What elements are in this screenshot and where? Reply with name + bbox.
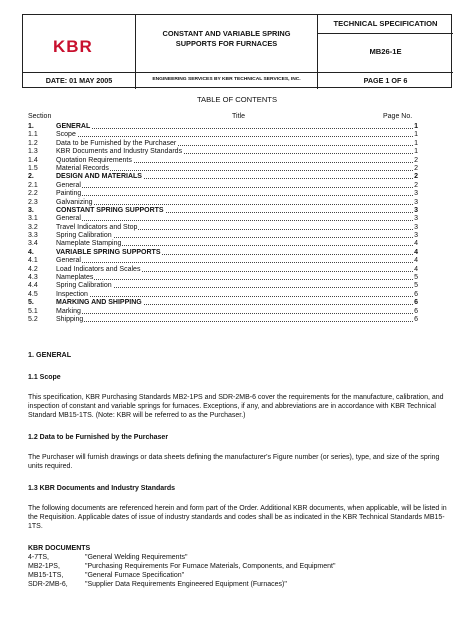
subsection-heading: 1.1 Scope	[28, 374, 61, 381]
toc-leader-dots	[56, 187, 413, 188]
toc-section-number: 4.4	[28, 282, 38, 290]
toc-page-number: 3	[414, 198, 418, 206]
toc-section-number: 1.1	[28, 131, 38, 139]
document-code-ref: MB15-1TS,	[28, 572, 64, 579]
document-title-line: CONSTANT AND VARIABLE SPRING	[162, 29, 291, 38]
toc-section-number: 5.1	[28, 307, 38, 315]
toc-section-number: 3.4	[28, 240, 38, 248]
toc-row	[28, 215, 418, 223]
toc-section-number: 4.5	[28, 290, 38, 298]
toc-leader-dots	[56, 279, 413, 280]
toc-row	[28, 199, 418, 207]
paragraph: The Purchaser will furnish drawings or data sheets defining the manufacturer's Figure number (or series), type, and size of the spring units required.	[28, 454, 440, 470]
toc-entry-title: Painting	[56, 190, 82, 198]
toc-col-page: Page No.	[383, 113, 413, 120]
document-description: "Purchasing Requirements For Furnace Materials, Components, and Equipment"	[85, 563, 336, 570]
paragraph: The following documents are referenced herein and form part of the Order. Additional KBR documents, when applicable, will be listed in the Requisition. Applicable dates of issue of industry standards and codes shall be as indicated in the KBR Technical Standards MB15-1TS.	[28, 505, 447, 530]
toc-row	[28, 308, 418, 316]
toc-entry-title: General	[56, 181, 81, 189]
document-title	[136, 29, 317, 49]
toc-row	[28, 131, 418, 139]
toc-row	[28, 207, 418, 215]
toc-section-number: 2.	[28, 173, 34, 181]
toc-row	[28, 232, 418, 240]
toc-page-number: 4	[414, 248, 418, 256]
toc-entry-title: General	[56, 215, 81, 223]
toc-section-number: 2.3	[28, 198, 38, 206]
toc-entry-title: Travel Indicators and Stop	[56, 223, 138, 231]
header-divider	[317, 33, 453, 34]
toc-row	[28, 224, 418, 232]
toc-section-number: 1.4	[28, 156, 38, 164]
toc-row	[28, 316, 418, 324]
toc-section-number: 1.5	[28, 164, 38, 172]
document-code-ref: MB2-1PS,	[28, 563, 60, 570]
toc-section-number: 4.1	[28, 257, 38, 265]
toc-section-number: 4.	[28, 248, 34, 256]
toc-page-number: 4	[414, 265, 418, 273]
toc-entry-title: DESIGN AND MATERIALS	[56, 173, 142, 181]
toc-leader-dots	[56, 136, 413, 137]
subsection-heading: 1.2 Data to be Furnished by the Purchaser	[28, 434, 169, 441]
toc-title: TABLE OF CONTENTS	[196, 95, 278, 104]
toc-row	[28, 140, 418, 148]
toc-entry-title: Nameplates	[56, 274, 94, 282]
toc-section-number: 4.3	[28, 274, 38, 282]
page-number: PAGE 1 OF 6	[363, 76, 408, 85]
toc-row	[28, 123, 418, 131]
toc-row	[28, 173, 418, 181]
toc-page-number: 1	[414, 148, 418, 156]
section-heading: 1. GENERAL	[28, 350, 72, 359]
toc-leader-dots	[56, 313, 413, 314]
toc-page-number: 6	[414, 315, 418, 323]
toc-section-number: 3.2	[28, 223, 38, 231]
toc-col-title: Title	[232, 113, 245, 120]
toc-page-number: 4	[414, 240, 418, 248]
toc-row	[28, 249, 418, 257]
document-description: "General Furnace Specification"	[85, 572, 185, 579]
toc-section-number: 2.2	[28, 190, 38, 198]
toc-row	[28, 274, 418, 282]
toc-entry-title: Nameplate Stamping	[56, 240, 122, 248]
toc-page-number: 3	[414, 206, 418, 214]
toc-entry-title: VARIABLE SPRING SUPPORTS	[56, 248, 161, 256]
document-date: DATE: 01 MAY 2005	[45, 76, 113, 85]
document-description: "Supplier Data Requirements Engineered Equipment (Furnaces)"	[85, 581, 287, 588]
engineering-services: ENGINEERING SERVICES BY KBR TECHNICAL SERVICES, INC.	[152, 77, 301, 82]
toc-entry-title: Inspection	[56, 290, 88, 298]
toc-row	[28, 257, 418, 265]
toc-section-number: 3.1	[28, 215, 38, 223]
toc-entry-title: Spring Calibration	[56, 232, 112, 240]
document-header	[22, 14, 452, 88]
toc-row	[28, 190, 418, 198]
toc-leader-dots	[56, 262, 413, 263]
toc-row	[28, 165, 418, 173]
toc-section-number: 4.2	[28, 265, 38, 273]
toc-leader-dots	[56, 195, 413, 196]
toc-leader-dots	[56, 128, 413, 129]
toc-row	[28, 299, 418, 307]
toc-entry-title: Shipping	[56, 315, 84, 323]
toc-page-number: 1	[414, 139, 418, 147]
toc-leader-dots	[56, 321, 413, 322]
toc-row	[28, 182, 418, 190]
toc-entry-title: Scope	[56, 131, 76, 139]
document-title-line: SUPPORTS FOR FURNACES	[175, 39, 278, 48]
toc-page-number: 3	[414, 232, 418, 240]
toc-section-number: 5.2	[28, 315, 38, 323]
document-code-ref: SDR-2MB-6,	[28, 581, 68, 588]
toc-row	[28, 240, 418, 248]
table-of-contents	[28, 123, 418, 324]
toc-page-number: 6	[414, 299, 418, 307]
toc-page-number: 2	[414, 181, 418, 189]
toc-page-number: 3	[414, 190, 418, 198]
toc-entry-title: General	[56, 257, 81, 265]
toc-page-number: 3	[414, 223, 418, 231]
toc-page-number: 2	[414, 164, 418, 172]
toc-row	[28, 148, 418, 156]
toc-section-number: 1.2	[28, 139, 38, 147]
toc-section-number: 1.3	[28, 148, 38, 156]
document-code-ref: 4-7TS,	[28, 554, 50, 561]
toc-leader-dots	[56, 296, 413, 297]
toc-row	[28, 291, 418, 299]
toc-entry-title: Marking	[56, 307, 81, 315]
header-divider	[23, 72, 453, 73]
toc-leader-dots	[56, 220, 413, 221]
toc-entry-title: KBR Documents and Industry Standards	[56, 148, 183, 156]
toc-section-number: 1.	[28, 123, 34, 130]
document-reference	[28, 580, 448, 589]
toc-row	[28, 266, 418, 274]
toc-page-number: 1	[414, 131, 418, 139]
toc-section-number: 2.1	[28, 181, 38, 189]
document-body	[28, 350, 448, 589]
document-description: "General Welding Requirements"	[85, 554, 188, 561]
toc-col-section: Section	[28, 113, 52, 120]
toc-entry-title: Quotation Requirements	[56, 156, 132, 164]
documents-heading: KBR DOCUMENTS	[28, 545, 91, 552]
toc-page-number: 3	[414, 215, 418, 223]
toc-page-number: 5	[414, 274, 418, 282]
document-reference	[28, 562, 448, 571]
paragraph: This specification, KBR Purchasing Standards MB2-1PS and SDR-2MB-6 cover the requirements for the manufacture, calibration, and inspection of constant and variable springs for furnaces. Exceptions, if any, and abbreviations are in accordance with KBR Technical Standard MB15-1TS. (Note: KBR will be referred to as the Purchaser.)	[28, 394, 444, 419]
document-reference	[28, 553, 448, 562]
document-code: MB26-1E	[369, 47, 402, 56]
toc-entry-title: Data to be Furnished by the Purchaser	[56, 139, 177, 147]
toc-page-number: 6	[414, 307, 418, 315]
toc-section-number: 3.	[28, 206, 34, 214]
toc-page-number: 5	[414, 282, 418, 290]
toc-leader-dots	[56, 204, 413, 205]
toc-page-number: 2	[414, 156, 418, 164]
toc-page-number: 6	[414, 290, 418, 298]
toc-row	[28, 157, 418, 165]
kbr-logo: KBR	[53, 37, 93, 56]
documents-list	[28, 553, 448, 589]
toc-entry-title: Load Indicators and Scales	[56, 265, 141, 273]
toc-entry-title: MARKING AND SHIPPING	[56, 299, 142, 307]
spec-label: TECHNICAL SPECIFICATION	[333, 19, 438, 28]
toc-entry-title: Galvanizing	[56, 198, 93, 206]
toc-entry-title: GENERAL	[56, 123, 91, 130]
toc-entry-title: CONSTANT SPRING SUPPORTS	[56, 206, 164, 214]
toc-page-number: 2	[414, 173, 418, 181]
toc-entry-title: Spring Calibration	[56, 282, 112, 290]
toc-section-number: 3.3	[28, 232, 38, 240]
toc-row	[28, 282, 418, 290]
toc-page-number: 4	[414, 257, 418, 265]
subsection-heading: 1.3 KBR Documents and Industry Standards	[28, 485, 176, 492]
toc-section-number: 5.	[28, 299, 34, 307]
toc-entry-title: Material Records	[56, 164, 109, 172]
document-reference	[28, 571, 448, 580]
toc-page-number: 1	[414, 123, 418, 130]
